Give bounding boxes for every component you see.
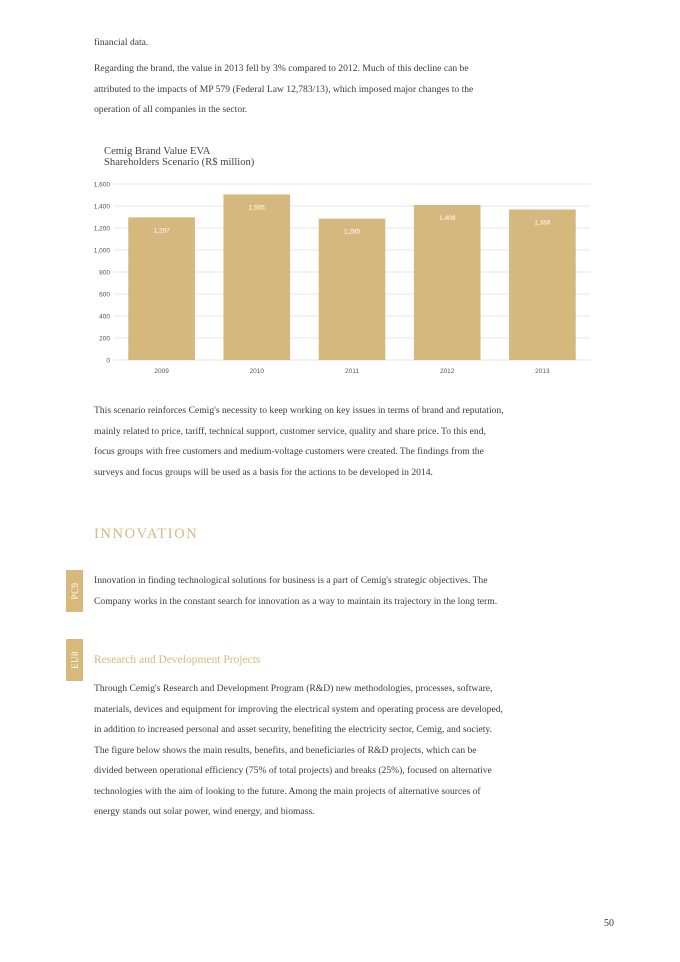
page-number: 50	[604, 918, 614, 929]
x-tick-label: 2013	[535, 368, 550, 375]
gri-tag-label: PC9	[69, 582, 80, 600]
bar	[223, 194, 290, 360]
y-tick-label: 600	[99, 291, 110, 299]
y-tick-label: 200	[99, 335, 110, 343]
bar	[128, 217, 195, 360]
paragraph-financial-data: financial data.	[94, 37, 149, 48]
y-tick-label: 1,400	[93, 203, 110, 211]
paragraph-research-development: Through Cemig's Research and Development Program (R&D) new methodologies, processes, software, materials, devices and equipment for improving the electrical system and operating process are developed, in addition to increased personal and asset security, benefiting the electricity sector, Cemig, and society. The figure below shows the main results, benefits, and beneficiaries of R&D projects, which can be divided between operational efficiency (75% of total projects) and breaks (25%), focused on alternative technologies with the aim of looking to the future. Among the main projects of alternative sources of energy stands out solar power, wind energy, and biomass.	[94, 683, 503, 817]
y-tick-label: 400	[99, 313, 110, 321]
paragraph-innovation: Innovation in finding technological solutions for business is a part of Cemig's strategic objectives. The Company works in the constant search for innovation as a way to maintain its trajectory in the long term.	[94, 575, 498, 607]
bar	[414, 205, 481, 360]
bar-data-label: 1,409	[439, 215, 456, 223]
x-tick-label: 2009	[154, 368, 169, 375]
bar-data-label: 1,285	[343, 228, 361, 236]
gri-tag-eu8	[66, 639, 83, 681]
y-tick-label: 800	[99, 269, 110, 277]
bar-data-label: 1,368	[534, 219, 551, 227]
paragraph-scenario: This scenario reinforces Cemig's necessity to keep working on key issues in terms of brand and reputation, mainly related to price, tariff, technical support, customer service, quality and share price. To this end, focus groups with free customers and medium-voltage customers were created. The findings from the surveys and focus groups will be used as a basis for the actions to be developed in 2014.	[94, 405, 504, 478]
x-tick-label: 2012	[439, 368, 455, 375]
y-tick-label: 1,600	[93, 181, 110, 189]
bar	[509, 210, 576, 360]
y-tick-label: 1,200	[93, 225, 110, 233]
chart-title: Cemig Brand Value EVA	[104, 146, 211, 157]
paragraph-brand-value: Regarding the brand, the value in 2013 fell by 3% compared to 2012. Much of this decline can be attributed to the impacts of MP 579 (Federal Law 12,783/13), which imposed major changes to the operation of all companies in the sector.	[94, 63, 474, 115]
brand-value-bar-chart	[80, 176, 600, 381]
gri-tag-pc9	[66, 570, 83, 612]
bar	[319, 219, 386, 360]
gri-tag-label: EU8	[69, 651, 80, 669]
bar-data-label: 1,297	[153, 227, 170, 235]
subheading-research-development: Research and Development Projects	[94, 654, 261, 666]
bar-data-label: 1,505	[248, 204, 265, 212]
chart-subtitle: Shareholders Scenario (R$ million)	[104, 157, 255, 168]
x-tick-label: 2011	[345, 368, 359, 375]
section-heading-innovation: INNOVATION	[94, 526, 199, 542]
y-tick-label: 0	[106, 357, 110, 365]
x-tick-label: 2010	[249, 368, 265, 375]
y-tick-label: 1,000	[93, 247, 110, 255]
